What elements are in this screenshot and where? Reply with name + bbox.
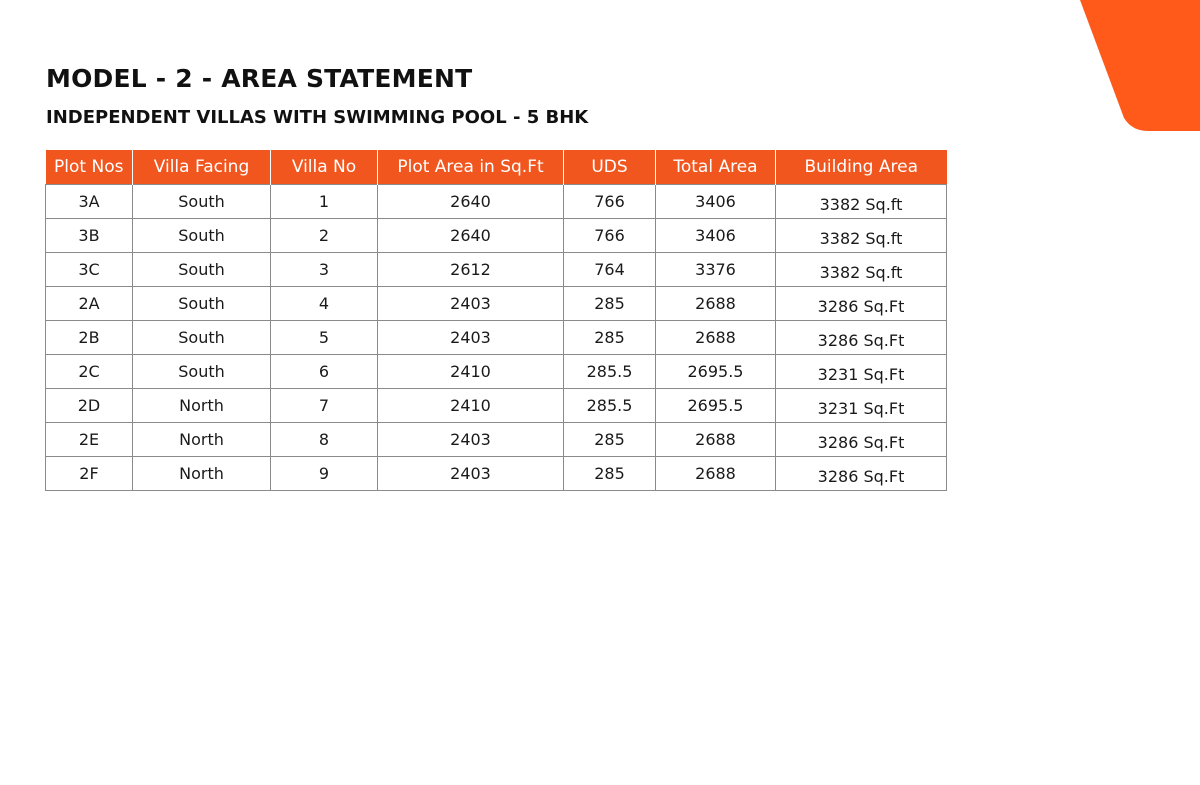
- cell-uds: 285.5: [564, 355, 656, 389]
- column-header-uds: UDS: [564, 150, 656, 185]
- cell-total-area: 3376: [656, 253, 776, 287]
- cell-building-area: 3382 Sq.ft: [776, 253, 947, 287]
- cell-total-area: 2688: [656, 423, 776, 457]
- orange-corner-shape: [1080, 0, 1200, 140]
- page-title: MODEL - 2 - AREA STATEMENT: [46, 64, 473, 93]
- table-row: [46, 423, 947, 457]
- cell-uds: 766: [564, 185, 656, 219]
- cell-plot-area: 2410: [378, 355, 564, 389]
- page-subtitle: INDEPENDENT VILLAS WITH SWIMMING POOL - 5 BHK: [46, 107, 589, 128]
- column-header-total-area: Total Area: [656, 150, 776, 185]
- cell-plot-area: 2640: [378, 185, 564, 219]
- cell-building-area: 3286 Sq.Ft: [776, 423, 947, 457]
- cell-building-area: 3286 Sq.Ft: [776, 287, 947, 321]
- cell-villa-no: 9: [271, 457, 378, 491]
- cell-plot-no: 2F: [46, 457, 133, 491]
- cell-villa-facing: South: [133, 185, 271, 219]
- cell-plot-no: 2C: [46, 355, 133, 389]
- cell-building-area: 3231 Sq.Ft: [776, 389, 947, 423]
- cell-total-area: 3406: [656, 185, 776, 219]
- cell-total-area: 3406: [656, 219, 776, 253]
- table-row: [46, 389, 947, 423]
- cell-villa-no: 1: [271, 185, 378, 219]
- table-header-row: [46, 150, 947, 185]
- cell-plot-no: 3B: [46, 219, 133, 253]
- cell-uds: 285: [564, 321, 656, 355]
- cell-villa-facing: North: [133, 389, 271, 423]
- cell-plot-no: 2D: [46, 389, 133, 423]
- cell-building-area: 3231 Sq.Ft: [776, 355, 947, 389]
- table-row: [46, 219, 947, 253]
- cell-plot-area: 2640: [378, 219, 564, 253]
- cell-uds: 764: [564, 253, 656, 287]
- cell-plot-area: 2612: [378, 253, 564, 287]
- cell-uds: 285.5: [564, 389, 656, 423]
- cell-plot-area: 2410: [378, 389, 564, 423]
- table-body: [46, 185, 947, 491]
- cell-plot-area: 2403: [378, 287, 564, 321]
- cell-plot-no: 2E: [46, 423, 133, 457]
- cell-villa-facing: South: [133, 287, 271, 321]
- cell-total-area: 2688: [656, 287, 776, 321]
- cell-plot-no: 2B: [46, 321, 133, 355]
- column-header-villa-no: Villa No: [271, 150, 378, 185]
- cell-total-area: 2695.5: [656, 355, 776, 389]
- cell-villa-facing: South: [133, 355, 271, 389]
- cell-villa-no: 3: [271, 253, 378, 287]
- cell-villa-facing: North: [133, 457, 271, 491]
- table-row: [46, 287, 947, 321]
- area-statement-table: [45, 150, 947, 491]
- column-header-building-area: Building Area: [776, 150, 947, 185]
- cell-villa-no: 8: [271, 423, 378, 457]
- cell-uds: 285: [564, 423, 656, 457]
- cell-plot-no: 3A: [46, 185, 133, 219]
- cell-total-area: 2688: [656, 321, 776, 355]
- cell-plot-area: 2403: [378, 423, 564, 457]
- cell-building-area: 3286 Sq.Ft: [776, 457, 947, 491]
- column-header-plot-area: Plot Area in Sq.Ft: [378, 150, 564, 185]
- table-row: [46, 253, 947, 287]
- cell-uds: 766: [564, 219, 656, 253]
- cell-plot-no: 3C: [46, 253, 133, 287]
- cell-villa-facing: South: [133, 219, 271, 253]
- cell-villa-facing: South: [133, 253, 271, 287]
- cell-plot-no: 2A: [46, 287, 133, 321]
- cell-villa-no: 6: [271, 355, 378, 389]
- cell-building-area: 3286 Sq.Ft: [776, 321, 947, 355]
- cell-total-area: 2688: [656, 457, 776, 491]
- table-row: [46, 321, 947, 355]
- table-row: [46, 185, 947, 219]
- cell-villa-no: 2: [271, 219, 378, 253]
- table-row: [46, 355, 947, 389]
- cell-villa-facing: North: [133, 423, 271, 457]
- column-header-villa-facing: Villa Facing: [133, 150, 271, 185]
- cell-villa-no: 5: [271, 321, 378, 355]
- cell-uds: 285: [564, 457, 656, 491]
- cell-villa-no: 7: [271, 389, 378, 423]
- cell-building-area: 3382 Sq.ft: [776, 185, 947, 219]
- cell-plot-area: 2403: [378, 321, 564, 355]
- cell-villa-no: 4: [271, 287, 378, 321]
- cell-plot-area: 2403: [378, 457, 564, 491]
- cell-building-area: 3382 Sq.ft: [776, 219, 947, 253]
- cell-uds: 285: [564, 287, 656, 321]
- cell-total-area: 2695.5: [656, 389, 776, 423]
- cell-villa-facing: South: [133, 321, 271, 355]
- table-row: [46, 457, 947, 491]
- column-header-plot-nos: Plot Nos: [46, 150, 133, 185]
